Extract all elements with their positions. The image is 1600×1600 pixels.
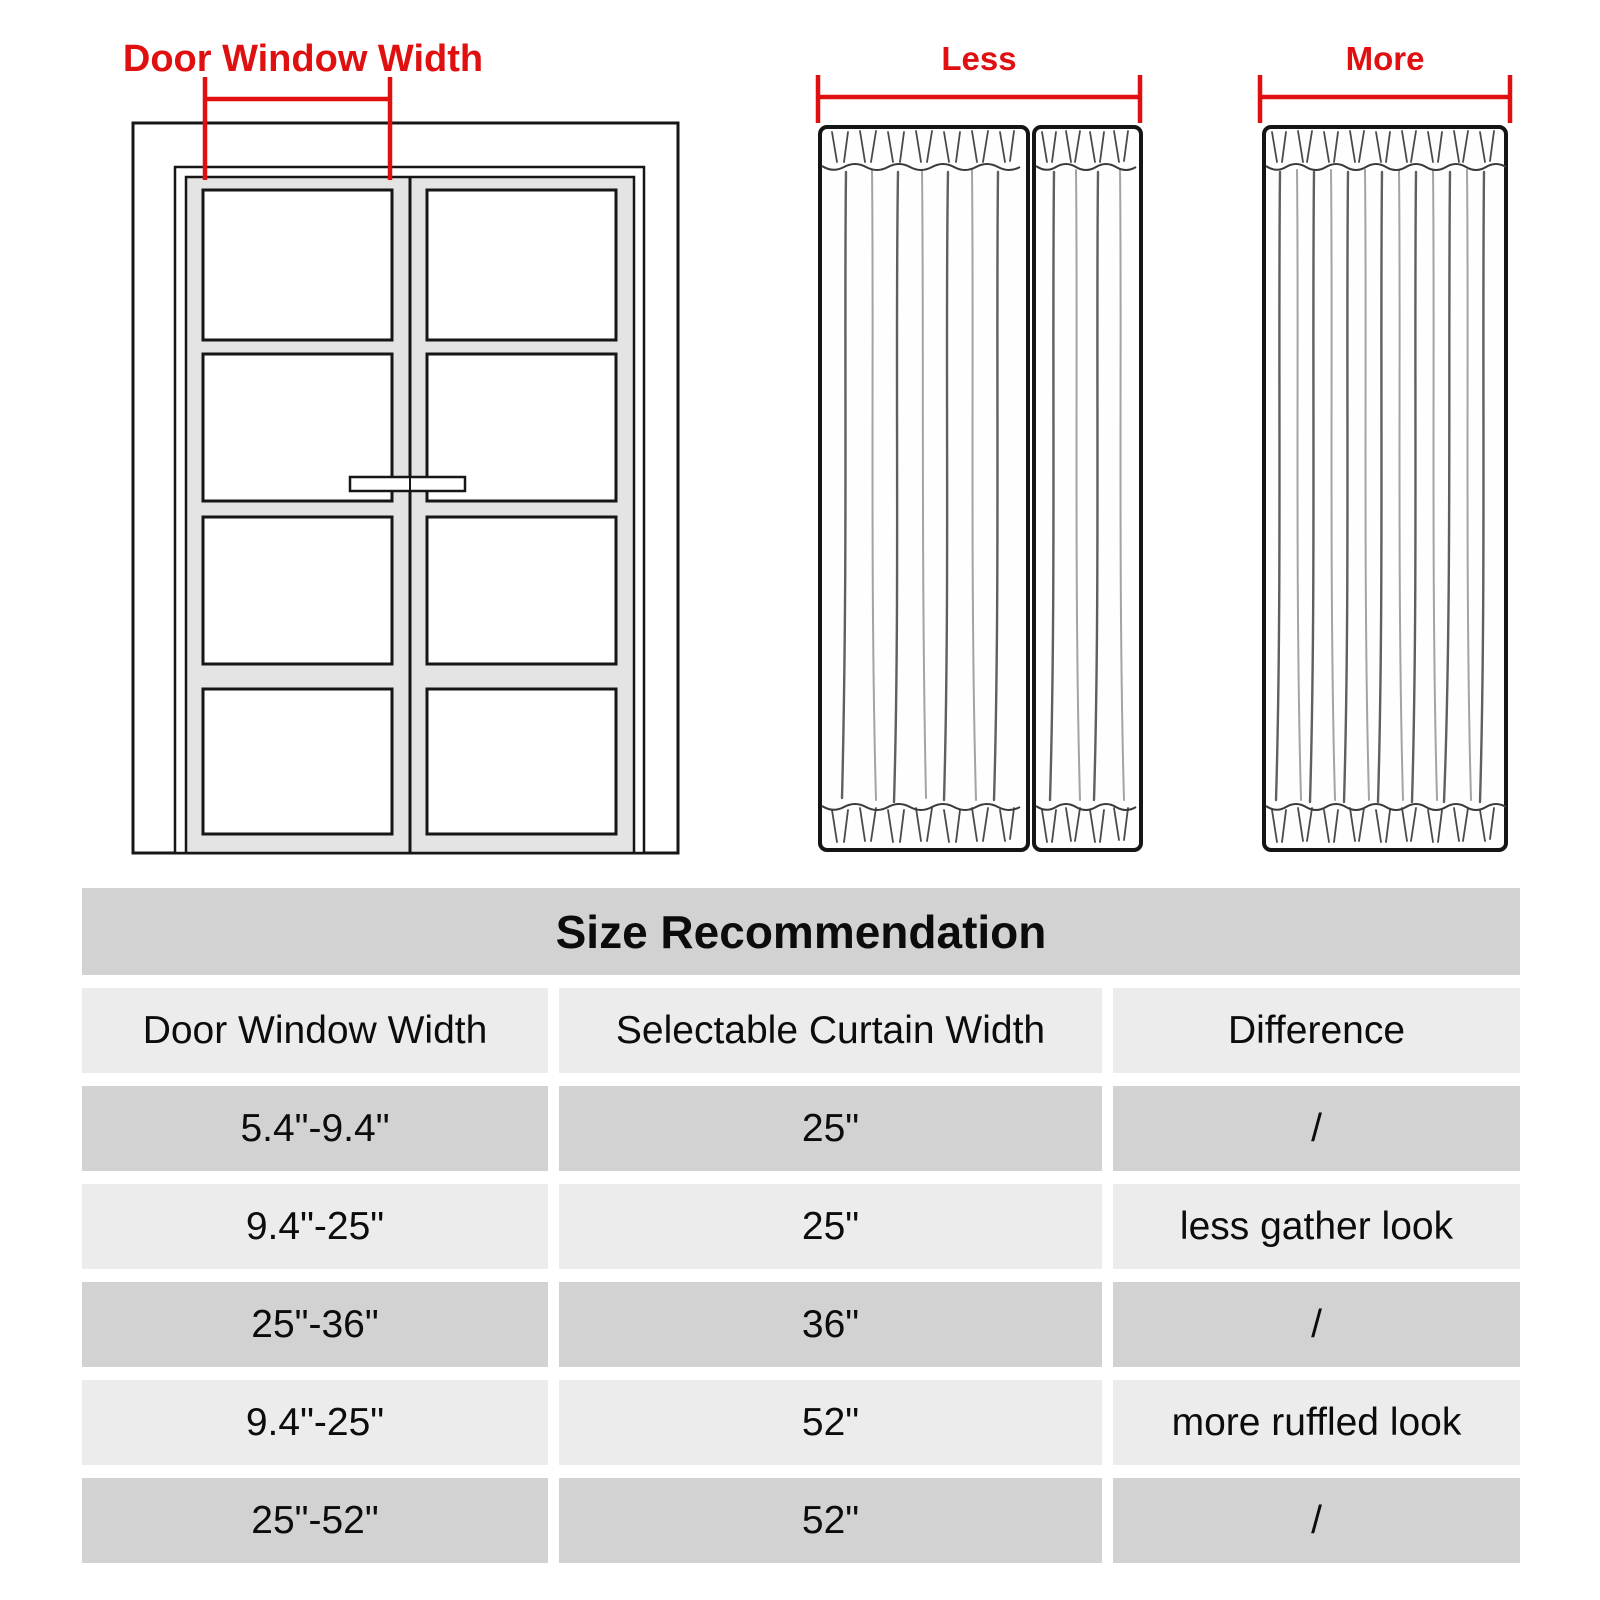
door-pane: [203, 517, 392, 664]
table-cell: /: [1113, 1282, 1520, 1367]
table-cell: 52": [559, 1478, 1102, 1563]
table-cell: 5.4"-9.4": [82, 1086, 548, 1171]
table-cell: 25"-36": [82, 1282, 548, 1367]
table-cell: 9.4"-25": [82, 1380, 548, 1465]
table-cell: 25": [559, 1184, 1102, 1269]
door-illustration: [133, 123, 678, 853]
door-pane: [203, 190, 392, 340]
door-handle: [350, 477, 465, 491]
more-label: More: [1345, 40, 1425, 77]
table-cell: 25"-52": [82, 1478, 548, 1563]
door-pane: [203, 689, 392, 834]
table-cell: /: [1113, 1478, 1520, 1563]
door-pane: [427, 517, 616, 664]
door-dimension-label: Door Window Width: [122, 38, 484, 80]
table-cell: 52": [559, 1380, 1102, 1465]
table-title: Size Recommendation: [82, 888, 1520, 975]
table-cell: 25": [559, 1086, 1102, 1171]
col-header-selectable-curtain-width: Selectable Curtain Width: [559, 988, 1102, 1073]
col-header-door-window-width: Door Window Width: [82, 988, 548, 1073]
size-table: [82, 888, 1520, 1563]
table-cell: 36": [559, 1282, 1102, 1367]
door-pane: [427, 689, 616, 834]
table-cell: less gather look: [1113, 1184, 1520, 1269]
table-cell: more ruffled look: [1113, 1380, 1520, 1465]
less-label: Less: [941, 40, 1017, 77]
curtain-panel: [1034, 127, 1141, 850]
door-pane: [427, 190, 616, 340]
more-dimension: [1258, 40, 1512, 123]
col-header-difference: Difference: [1113, 988, 1520, 1073]
table-cell: 9.4"-25": [82, 1184, 548, 1269]
less-dimension: [816, 40, 1142, 123]
more-curtain-illustration: [1264, 127, 1506, 850]
less-curtain-illustration: [820, 127, 1141, 850]
table-cell: /: [1113, 1086, 1520, 1171]
table-grid: [82, 988, 1520, 1563]
